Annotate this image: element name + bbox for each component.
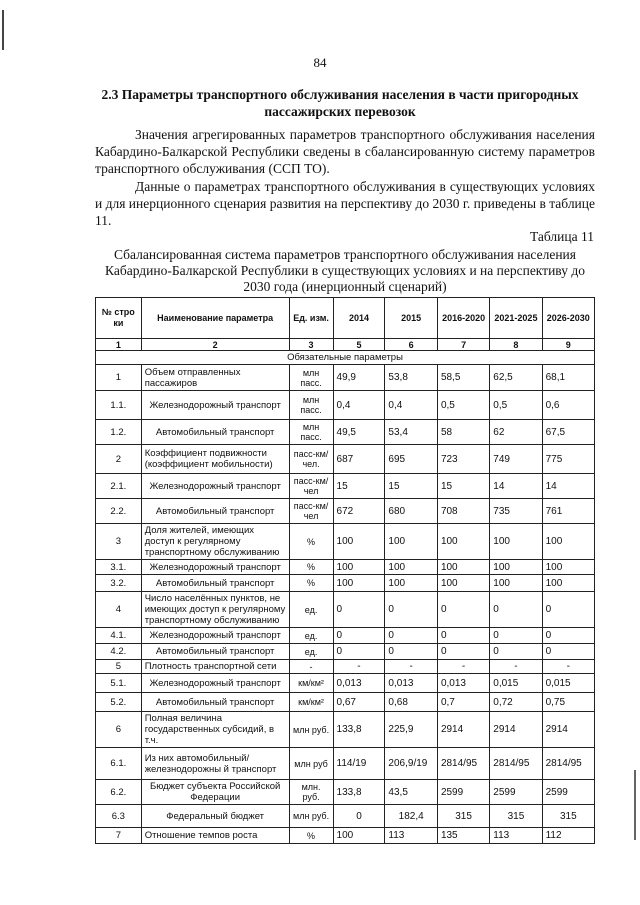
table-row bbox=[96, 828, 595, 844]
value-cell: 100 bbox=[437, 560, 489, 575]
row-number-cell: 6.2. bbox=[96, 780, 142, 805]
value-cell: 0 bbox=[490, 644, 542, 660]
unit-cell: млн руб. bbox=[289, 712, 333, 748]
value-cell: 15 bbox=[385, 474, 438, 499]
value-cell: 2914 bbox=[542, 712, 594, 748]
value-cell: 0 bbox=[385, 592, 438, 628]
value-cell: 2599 bbox=[437, 780, 489, 805]
parameter-name-cell: Железнодорожный транспорт bbox=[141, 674, 289, 693]
table-row bbox=[96, 628, 595, 644]
value-cell: 0,5 bbox=[437, 391, 489, 420]
value-cell: 735 bbox=[490, 499, 542, 524]
row-number-cell: 7 bbox=[96, 828, 142, 844]
table-row bbox=[96, 674, 595, 693]
unit-cell: млн руб. bbox=[289, 805, 333, 828]
value-cell: 0,75 bbox=[542, 693, 594, 712]
table-row bbox=[96, 365, 595, 391]
value-cell: 0 bbox=[490, 592, 542, 628]
table-row bbox=[96, 524, 595, 560]
value-cell: 225,9 bbox=[385, 712, 438, 748]
value-cell: 0,013 bbox=[333, 674, 385, 693]
value-cell: 100 bbox=[333, 828, 385, 844]
unit-cell: % bbox=[289, 560, 333, 575]
value-cell: 672 bbox=[333, 499, 385, 524]
table-row bbox=[96, 660, 595, 674]
table-row bbox=[96, 445, 595, 474]
parameter-name-cell: Железнодорожный транспорт bbox=[141, 560, 289, 575]
value-cell: 0 bbox=[542, 644, 594, 660]
index-cell: 8 bbox=[490, 339, 542, 351]
value-cell: 100 bbox=[333, 524, 385, 560]
value-cell: 53,8 bbox=[385, 365, 438, 391]
parameter-name-cell: Автомобильный транспорт bbox=[141, 644, 289, 660]
section-row bbox=[96, 351, 595, 365]
table-row bbox=[96, 748, 595, 780]
parameter-name-cell: Плотность транспортной сети bbox=[141, 660, 289, 674]
value-cell: 67,5 bbox=[542, 420, 594, 445]
value-cell: 135 bbox=[437, 828, 489, 844]
value-cell: 53,4 bbox=[385, 420, 438, 445]
table-row bbox=[96, 644, 595, 660]
table-row bbox=[96, 805, 595, 828]
value-cell: 68,1 bbox=[542, 365, 594, 391]
value-cell: 114/19 bbox=[333, 748, 385, 780]
index-cell: 5 bbox=[333, 339, 385, 351]
value-cell: 708 bbox=[437, 499, 489, 524]
unit-cell: пасс-км/чел bbox=[289, 474, 333, 499]
value-cell: 0 bbox=[490, 628, 542, 644]
column-header: 2016-2020 bbox=[437, 298, 489, 339]
value-cell: 100 bbox=[385, 560, 438, 575]
parameter-name-cell: Железнодорожный транспорт bbox=[141, 391, 289, 420]
value-cell: 0 bbox=[437, 592, 489, 628]
table-row bbox=[96, 420, 595, 445]
value-cell: 0 bbox=[333, 644, 385, 660]
row-number-cell: 5.1. bbox=[96, 674, 142, 693]
value-cell: 113 bbox=[490, 828, 542, 844]
parameters-table bbox=[95, 297, 595, 844]
column-header: № стро ки bbox=[96, 298, 142, 339]
value-cell: 62 bbox=[490, 420, 542, 445]
value-cell: 113 bbox=[385, 828, 438, 844]
unit-cell: км/км² bbox=[289, 693, 333, 712]
value-cell: - bbox=[437, 660, 489, 674]
table-caption: Таблица 11 bbox=[530, 229, 594, 244]
value-cell: 0,72 bbox=[490, 693, 542, 712]
row-number-cell: 3.1. bbox=[96, 560, 142, 575]
unit-cell: пасс-км/чел bbox=[289, 499, 333, 524]
value-cell: 0 bbox=[333, 592, 385, 628]
unit-cell: млн пасс. bbox=[289, 420, 333, 445]
index-row bbox=[96, 339, 595, 351]
table-row bbox=[96, 499, 595, 524]
page-number: 84 bbox=[313, 55, 327, 70]
column-header: Наименование параметра bbox=[141, 298, 289, 339]
parameter-name-cell: Коэффициент подвижности (коэффициент мобильности) bbox=[141, 445, 289, 474]
value-cell: 2814/95 bbox=[542, 748, 594, 780]
parameter-name-cell: Доля жителей, имеющих доступ к регулярному транспортному обслуживанию bbox=[141, 524, 289, 560]
unit-cell: % bbox=[289, 575, 333, 592]
value-cell: 0 bbox=[333, 628, 385, 644]
value-cell: 0 bbox=[542, 592, 594, 628]
unit-cell: ед. bbox=[289, 592, 333, 628]
row-number-cell: 6 bbox=[96, 712, 142, 748]
value-cell: - bbox=[333, 660, 385, 674]
row-number-cell: 4 bbox=[96, 592, 142, 628]
unit-cell: млн пасс. bbox=[289, 365, 333, 391]
value-cell: 761 bbox=[542, 499, 594, 524]
value-cell: 0,013 bbox=[385, 674, 438, 693]
value-cell: 0,013 bbox=[437, 674, 489, 693]
value-cell: - bbox=[385, 660, 438, 674]
row-number-cell: 4.2. bbox=[96, 644, 142, 660]
row-number-cell: 6.1. bbox=[96, 748, 142, 780]
value-cell: 0,6 bbox=[542, 391, 594, 420]
value-cell: 0,4 bbox=[385, 391, 438, 420]
unit-cell: ед. bbox=[289, 628, 333, 644]
unit-cell: пасс-км/чел. bbox=[289, 445, 333, 474]
table-header-row bbox=[96, 298, 595, 339]
index-cell: 7 bbox=[437, 339, 489, 351]
value-cell: 2814/95 bbox=[437, 748, 489, 780]
parameter-name-cell: Автомобильный транспорт bbox=[141, 693, 289, 712]
value-cell: - bbox=[490, 660, 542, 674]
row-number-cell: 5 bbox=[96, 660, 142, 674]
value-cell: 58 bbox=[437, 420, 489, 445]
value-cell: 15 bbox=[437, 474, 489, 499]
column-header: 2026-2030 bbox=[542, 298, 594, 339]
value-cell: 49,5 bbox=[333, 420, 385, 445]
value-cell: 100 bbox=[490, 575, 542, 592]
row-number-cell: 4.1. bbox=[96, 628, 142, 644]
value-cell: 775 bbox=[542, 445, 594, 474]
row-number-cell: 2.1. bbox=[96, 474, 142, 499]
row-number-cell: 1.2. bbox=[96, 420, 142, 445]
section-heading: 2.3 Параметры транспортного обслуживания населения в части пригородных пассажирских перевозок bbox=[101, 87, 579, 119]
value-cell: 112 bbox=[542, 828, 594, 844]
unit-cell: км/км² bbox=[289, 674, 333, 693]
value-cell: 58,5 bbox=[437, 365, 489, 391]
parameter-name-cell: Федеральный бюджет bbox=[141, 805, 289, 828]
value-cell: 100 bbox=[333, 560, 385, 575]
table-row bbox=[96, 560, 595, 575]
value-cell: 0 bbox=[542, 628, 594, 644]
unit-cell: млн. руб. bbox=[289, 780, 333, 805]
row-number-cell: 1.1. bbox=[96, 391, 142, 420]
value-cell: 62,5 bbox=[490, 365, 542, 391]
value-cell: 0,4 bbox=[333, 391, 385, 420]
value-cell: 723 bbox=[437, 445, 489, 474]
table-row bbox=[96, 712, 595, 748]
value-cell: - bbox=[542, 660, 594, 674]
value-cell: 100 bbox=[385, 575, 438, 592]
parameter-name-cell: Бюджет субъекта Российской Федерации bbox=[141, 780, 289, 805]
value-cell: 0,015 bbox=[490, 674, 542, 693]
value-cell: 100 bbox=[542, 524, 594, 560]
value-cell: 100 bbox=[437, 524, 489, 560]
value-cell: 133,8 bbox=[333, 780, 385, 805]
section-label: Обязательные параметры bbox=[96, 351, 595, 365]
value-cell: 0,67 bbox=[333, 693, 385, 712]
table-row bbox=[96, 474, 595, 499]
unit-cell: - bbox=[289, 660, 333, 674]
value-cell: 14 bbox=[490, 474, 542, 499]
row-number-cell: 2.2. bbox=[96, 499, 142, 524]
value-cell: 100 bbox=[542, 560, 594, 575]
parameter-name-cell: Из них автомобильный/железнодорожны й транспорт bbox=[141, 748, 289, 780]
value-cell: 49,9 bbox=[333, 365, 385, 391]
parameter-name-cell: Число населённых пунктов, не имеющих доступ к регулярному транспортному обслуживанию bbox=[141, 592, 289, 628]
unit-cell: % bbox=[289, 524, 333, 560]
value-cell: 15 bbox=[333, 474, 385, 499]
table-row bbox=[96, 391, 595, 420]
unit-cell: ед. bbox=[289, 644, 333, 660]
parameter-name-cell: Объем отправленных пассажиров bbox=[141, 365, 289, 391]
value-cell: 182,4 bbox=[385, 805, 438, 828]
value-cell: 43,5 bbox=[385, 780, 438, 805]
column-header: 2014 bbox=[333, 298, 385, 339]
value-cell: 2599 bbox=[490, 780, 542, 805]
value-cell: 315 bbox=[437, 805, 489, 828]
value-cell: 2599 bbox=[542, 780, 594, 805]
paragraph: Значения агрегированных параметров транспортного обслуживания населения Кабардино-Балкарской Республики сведены в сбалансированную систему параметров транспортного обслуживания (ССП ТО). bbox=[95, 127, 595, 176]
value-cell: 0 bbox=[333, 805, 385, 828]
value-cell: 133,8 bbox=[333, 712, 385, 748]
index-cell: 1 bbox=[96, 339, 142, 351]
scan-edge-mark bbox=[2, 10, 4, 50]
table-row bbox=[96, 780, 595, 805]
table-row bbox=[96, 592, 595, 628]
value-cell: 2814/95 bbox=[490, 748, 542, 780]
scan-edge-mark bbox=[634, 770, 636, 840]
parameter-name-cell: Автомобильный транспорт bbox=[141, 499, 289, 524]
value-cell: 687 bbox=[333, 445, 385, 474]
table-row bbox=[96, 693, 595, 712]
parameter-name-cell: Железнодорожный транспорт bbox=[141, 628, 289, 644]
row-number-cell: 1 bbox=[96, 365, 142, 391]
value-cell: 0,7 bbox=[437, 693, 489, 712]
index-cell: 3 bbox=[289, 339, 333, 351]
unit-cell: млн пасс. bbox=[289, 391, 333, 420]
value-cell: 0 bbox=[385, 644, 438, 660]
value-cell: 749 bbox=[490, 445, 542, 474]
value-cell: 100 bbox=[437, 575, 489, 592]
table-row bbox=[96, 575, 595, 592]
value-cell: 100 bbox=[542, 575, 594, 592]
value-cell: 315 bbox=[542, 805, 594, 828]
index-cell: 2 bbox=[141, 339, 289, 351]
value-cell: 0,5 bbox=[490, 391, 542, 420]
column-header: 2015 bbox=[385, 298, 438, 339]
value-cell: 0 bbox=[385, 628, 438, 644]
row-number-cell: 6.3 bbox=[96, 805, 142, 828]
index-cell: 9 bbox=[542, 339, 594, 351]
parameter-name-cell: Отношение темпов роста bbox=[141, 828, 289, 844]
row-number-cell: 3.2. bbox=[96, 575, 142, 592]
value-cell: 0 bbox=[437, 628, 489, 644]
column-header: Ед. изм. bbox=[289, 298, 333, 339]
value-cell: 100 bbox=[490, 524, 542, 560]
paragraph: Данные о параметрах транспортного обслуживания в существующих условиях и для инерционного сценария развития на перспективу до 2030 г. приведены в таблице 11. bbox=[95, 179, 595, 228]
value-cell: 0 bbox=[437, 644, 489, 660]
index-cell: 6 bbox=[385, 339, 438, 351]
parameter-name-cell: Железнодорожный транспорт bbox=[141, 474, 289, 499]
row-number-cell: 3 bbox=[96, 524, 142, 560]
unit-cell: % bbox=[289, 828, 333, 844]
value-cell: 680 bbox=[385, 499, 438, 524]
value-cell: 2914 bbox=[437, 712, 489, 748]
unit-cell: млн руб bbox=[289, 748, 333, 780]
column-header: 2021-2025 bbox=[490, 298, 542, 339]
value-cell: 0,68 bbox=[385, 693, 438, 712]
value-cell: 0,015 bbox=[542, 674, 594, 693]
value-cell: 206,9/19 bbox=[385, 748, 438, 780]
value-cell: 695 bbox=[385, 445, 438, 474]
value-cell: 315 bbox=[490, 805, 542, 828]
parameter-name-cell: Автомобильный транспорт bbox=[141, 420, 289, 445]
value-cell: 100 bbox=[385, 524, 438, 560]
table-title: Сбалансированная система параметров транспортного обслуживания населения Кабардино-Балкарской Республики в существующих условиях и на перспективу до 2030 года (инерционный сценарий) bbox=[105, 247, 585, 294]
value-cell: 2914 bbox=[490, 712, 542, 748]
value-cell: 14 bbox=[542, 474, 594, 499]
row-number-cell: 5.2. bbox=[96, 693, 142, 712]
row-number-cell: 2 bbox=[96, 445, 142, 474]
value-cell: 100 bbox=[333, 575, 385, 592]
parameter-name-cell: Полная величина государственных субсидий, в т.ч. bbox=[141, 712, 289, 748]
value-cell: 100 bbox=[490, 560, 542, 575]
parameter-name-cell: Автомобильный транспорт bbox=[141, 575, 289, 592]
